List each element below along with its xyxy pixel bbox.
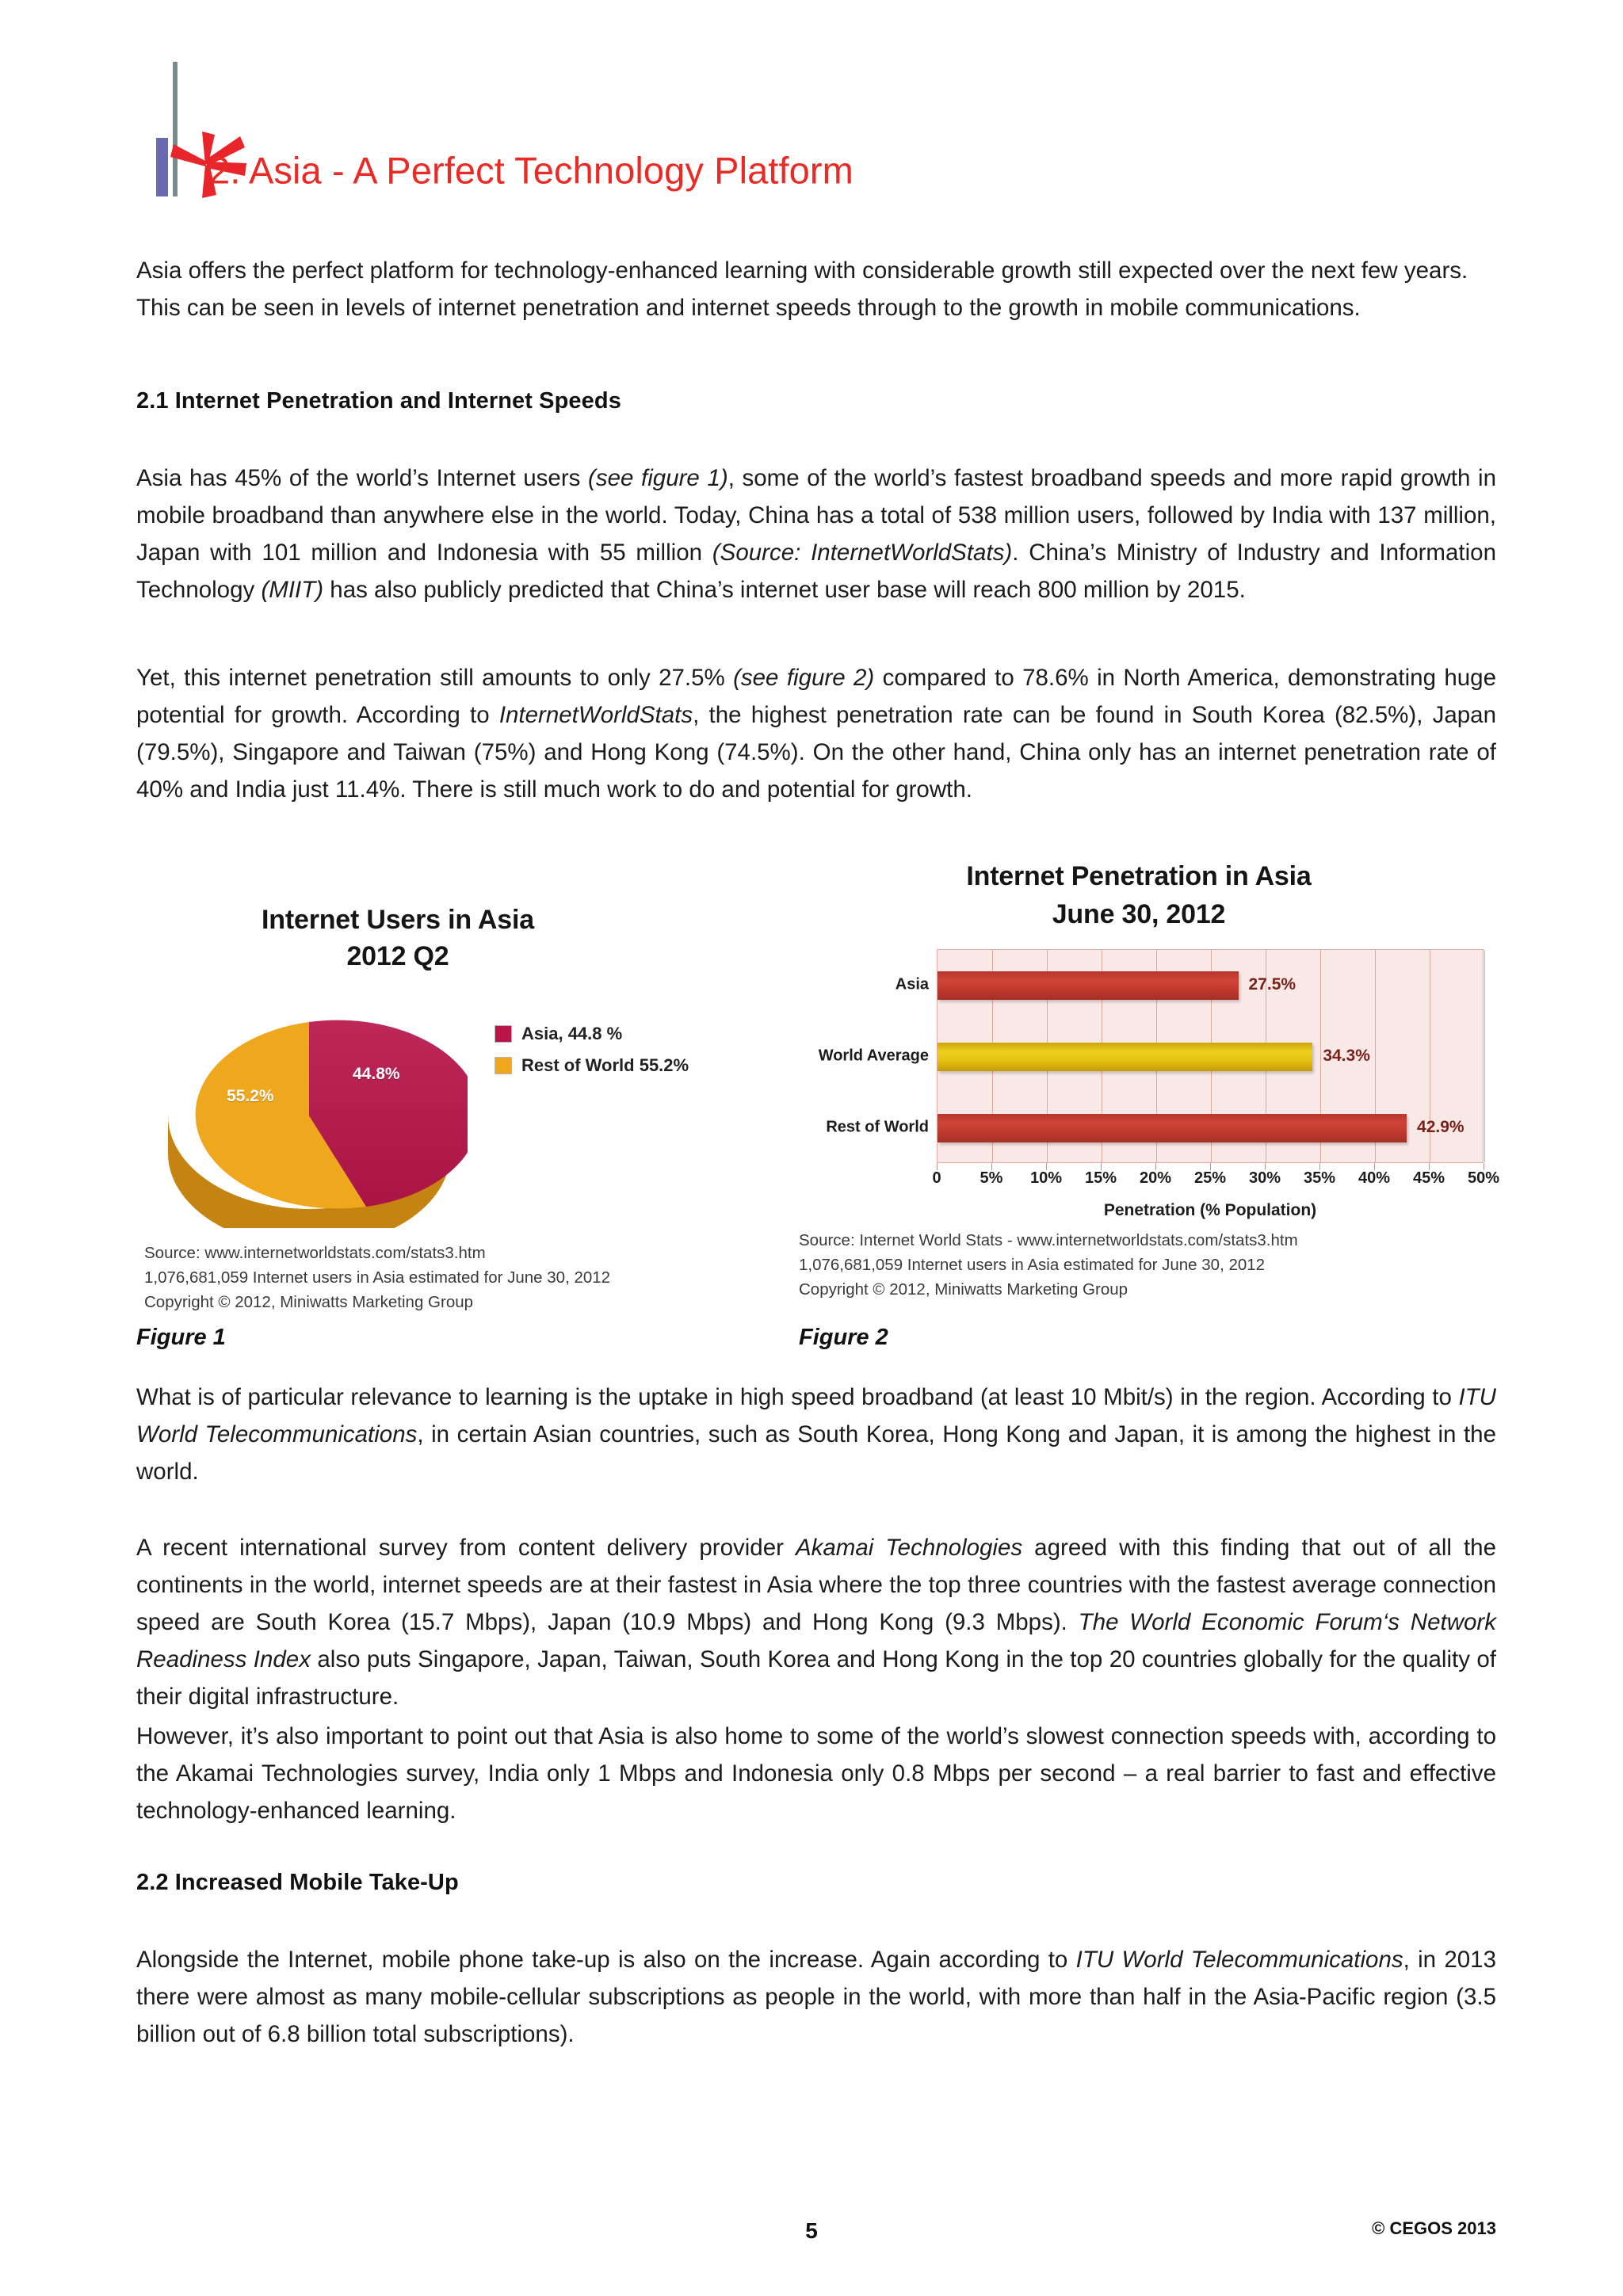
bar-chart-tick-label: 20% [1139, 1169, 1172, 1187]
bar-source-line-3: Copyright © 2012, Miniwatts Marketing Group [799, 1280, 1128, 1299]
bar-chart-x-axis-label: Penetration (% Population) [1103, 1201, 1317, 1219]
bar-source-line-1: Source: Internet World Stats - www.internetworldstats.com/stats3.htm [799, 1231, 1298, 1249]
bar-chart-category-label: Rest of World [826, 1118, 929, 1136]
figures-row [136, 861, 1500, 1363]
bar-chart-gridline [1484, 950, 1485, 1162]
bar-chart-bar [938, 1114, 1407, 1142]
pie-slice-label-asia: 44.8% [353, 1065, 400, 1083]
p6-text-2: , in 2013 there were almost as many mobile-cellular subscriptions as people in the world, with more than half in the Asia-Pacific region (3.5 billion out of 6.8 billion total subscriptions). [136, 1947, 1496, 2047]
pie-svg [158, 998, 468, 1228]
p1-text-2: , some of the world’s fastest broadband speeds and more rapid growth in mobile broadband than anywhere else in the world. Today, China has a total of 538 million users, followed by India with 137 million, Japan with 101 million and Indonesia with 55 million [136, 465, 1496, 566]
section-2-1-paragraph-3 [136, 1379, 1496, 1490]
legend-swatch-asia [495, 1025, 512, 1043]
bar-chart-title-line1: Internet Penetration in Asia [966, 861, 1312, 891]
p4-italic-2: The World Economic Forum‘s Network Readiness Index [136, 1609, 1496, 1672]
bar-chart-tick-label: 0 [932, 1169, 941, 1187]
section-2-1-paragraph-2 [136, 659, 1496, 808]
figure-1 [136, 871, 762, 1347]
p2-text-2: compared to 78.6% in North America, demonstrating huge potential for growth. According to [136, 665, 1496, 728]
p4-text-1: A recent international survey from content delivery provider [136, 1535, 796, 1561]
section-2-1-paragraph-4 [136, 1529, 1496, 1715]
p6-text-1: Alongside the Internet, mobile phone take-up is also on the increase. Again according to [136, 1947, 1076, 1973]
p4-text-3: also puts Singapore, Japan, Taiwan, South Korea and Hong Kong in the top 20 countries globally for the quality of their digital infrastructure. [136, 1646, 1496, 1710]
pie-source-line-1: Source: www.internetworldstats.com/stats3.htm [144, 1244, 486, 1262]
p6-italic-1: ITU World Telecommunications [1075, 1947, 1403, 1973]
pie-chart-graphic [158, 998, 468, 1228]
p3-italic-1: ITU World Telecommunications [136, 1384, 1496, 1447]
p2-italic-1: (see figure 2) [733, 665, 875, 691]
bar-chart-tick-label: 5% [980, 1169, 1003, 1187]
pie-source-line-2: 1,076,681,059 Internet users in Asia estimated for June 30, 2012 [144, 1268, 611, 1287]
pie-chart-title-line2: 2012 Q2 [346, 941, 449, 971]
p1-text-4: has also publicly predicted that China’s internet user base will reach 800 million by 2015. [323, 577, 1246, 603]
section-2-1-paragraph-1 [136, 460, 1496, 608]
bar-chart-tick-label: 45% [1412, 1169, 1445, 1187]
legend-item-asia [495, 1024, 748, 1044]
page-header [0, 0, 1623, 238]
bar-chart-plot-area [937, 949, 1484, 1163]
legend-label-rest-of-world: Rest of World 55.2% [521, 1055, 689, 1075]
bar-source-line-2: 1,076,681,059 Internet users in Asia estimated for June 30, 2012 [799, 1256, 1266, 1274]
bar-chart-tick-label: 25% [1193, 1169, 1227, 1187]
section-2-1-paragraph-1-block [136, 460, 1496, 608]
section-2-2-heading: 2.2 Increased Mobile Take-Up [136, 1870, 459, 1895]
section-2-1-paragraph-5-block [136, 1718, 1496, 1829]
pie-chart-title [136, 902, 659, 974]
pie-slice-label-rest-of-world: 55.2% [227, 1087, 274, 1105]
p3-text-2: , in certain Asian countries, such as South Korea, Hong Kong and Japan, it is among the highest in the world. [136, 1421, 1496, 1485]
section-2-1-paragraph-4-block [136, 1529, 1496, 1715]
bar-chart-tick-label: 15% [1084, 1169, 1117, 1187]
bar-chart-bar [938, 1043, 1312, 1071]
section-2-2-paragraph-1-block [136, 1941, 1496, 2053]
bar-chart-tick-label: 30% [1248, 1169, 1281, 1187]
bar-chart-category-label: World Average [818, 1047, 929, 1065]
copyright-notice: © CEGOS 2013 [1372, 2218, 1496, 2238]
pie-chart-source [144, 1241, 610, 1314]
legend-item-rest-of-world [495, 1055, 748, 1076]
legend-label-asia: Asia, 44.8 % [521, 1024, 623, 1043]
p1-italic-3: (MIIT) [261, 577, 324, 603]
legend-swatch-rest-of-world [495, 1057, 512, 1074]
p2-italic-2: InternetWorldStats [498, 702, 693, 728]
section-2-2-paragraph-1 [136, 1941, 1496, 2053]
bar-chart-source [799, 1228, 1298, 1302]
bar-chart-tick-label: 10% [1029, 1169, 1063, 1187]
pie-chart-title-line1: Internet Users in Asia [262, 905, 534, 935]
pie-chart-legend [495, 1024, 748, 1087]
intro-paragraph: Asia offers the perfect platform for technology-enhanced learning with considerable growth still expected over the next few years. This can be seen in levels of internet penetration and internet speeds through to the growth in mobile communications. [136, 257, 1468, 321]
bar-chart-data-label: 34.3% [1323, 1047, 1370, 1065]
bar-chart-tick-label: 50% [1467, 1169, 1500, 1187]
section-2-2-heading-block [136, 1870, 1496, 1896]
section-2-1-heading-block [136, 388, 1496, 414]
bar-chart-bar [938, 971, 1239, 1000]
page-number: 5 [805, 2218, 818, 2243]
intro-paragraph-block [136, 252, 1496, 326]
logo-purple-bar [156, 138, 168, 196]
bar-chart-data-label: 27.5% [1248, 975, 1296, 994]
p4-italic-1: Akamai Technologies [795, 1535, 1023, 1561]
section-2-1-paragraph-2-block [136, 659, 1496, 808]
bar-chart-title-line2: June 30, 2012 [1052, 899, 1226, 929]
page-title: 2. Asia - A Perfect Technology Platform [209, 149, 854, 192]
bar-chart-data-label: 42.9% [1417, 1118, 1465, 1136]
p2-text-3: , the highest penetration rate can be found in South Korea (82.5%), Japan (79.5%), Singapore and Taiwan (75%) and Hong Kong (74.5%). On the other hand, China only has an internet penetration rate of 40% and India just 11.4%. There is still much work to do and potential for growth. [136, 702, 1496, 803]
pie-source-line-3: Copyright © 2012, Miniwatts Marketing Group [144, 1293, 474, 1311]
section-2-1-paragraph-3-block [136, 1379, 1496, 1490]
figure-2-caption: Figure 2 [799, 1325, 888, 1350]
section-2-1-heading: 2.1 Internet Penetration and Internet Speeds [136, 388, 621, 414]
figure-2 [786, 849, 1500, 1356]
bar-chart-title [810, 857, 1468, 933]
section-2-1-paragraph-5: However, it’s also important to point out that Asia is also home to some of the world’s slowest connection speeds with, according to the Akamai Technologies survey, India only 1 Mbps and Indonesia only 0.8 Mbps per second – a real barrier to fast and effective technology-enhanced learning. [136, 1723, 1496, 1824]
p2-text-1: Yet, this internet penetration still amounts to only 27.5% [136, 665, 734, 691]
p1-text-3: . China’s Ministry of Industry and Information Technology [136, 540, 1496, 603]
p1-text-1: Asia has 45% of the world’s Internet users [136, 465, 589, 491]
bar-chart-category-label: Asia [895, 975, 929, 994]
p1-italic-1: (see figure 1) [588, 465, 728, 491]
figure-1-caption: Figure 1 [136, 1325, 226, 1350]
p1-italic-2: (Source: InternetWorldStats) [712, 540, 1013, 566]
p3-text-1: What is of particular relevance to learning is the uptake in high speed broadband (at least 10 Mbit/s) in the region. According to [136, 1384, 1459, 1410]
bar-chart-tick-label: 35% [1303, 1169, 1336, 1187]
p4-text-2: agreed with this finding that out of all the continents in the world, internet speeds are at their fastest in Asia where the top three countries with the fastest average connection speed are South Korea (15.7 Mbps), Japan (10.9 Mbps) and Hong Kong (9.3 Mbps). [136, 1535, 1496, 1635]
bar-chart-tick-label: 40% [1358, 1169, 1391, 1187]
bar-chart-graphic [794, 949, 1500, 1219]
